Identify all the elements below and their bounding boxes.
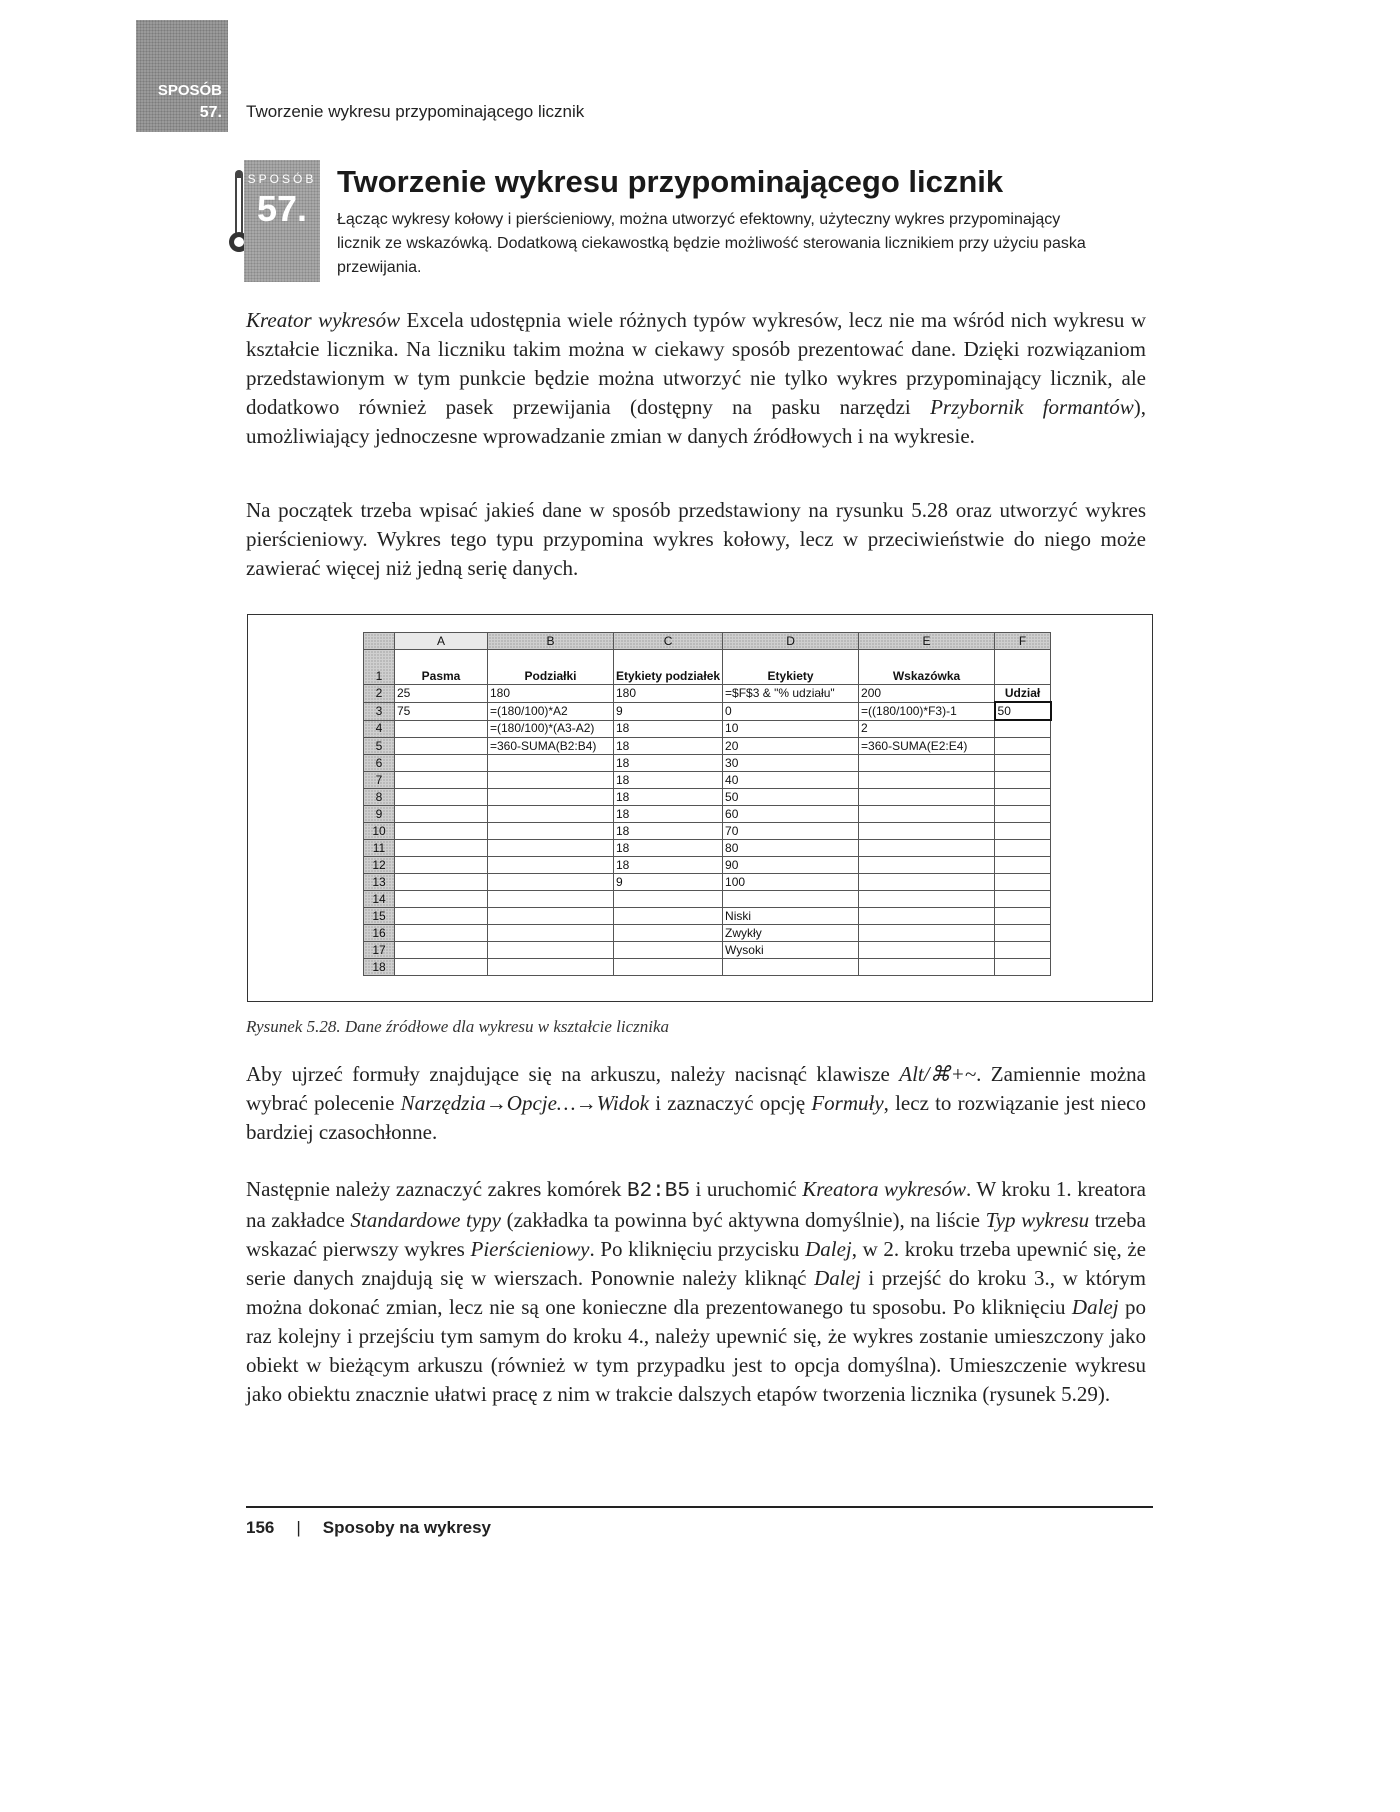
table-cell: =((180/100)*F3)-1 xyxy=(859,702,995,720)
row-header: 12 xyxy=(364,857,395,874)
text-italic: Dalej xyxy=(814,1266,861,1290)
text-run: i zaznaczyć opcję xyxy=(649,1091,812,1115)
row-header: 13 xyxy=(364,874,395,891)
table-cell: 18 xyxy=(614,857,723,874)
table-cell xyxy=(395,823,488,840)
table-cell: 200 xyxy=(859,685,995,703)
table-cell: 100 xyxy=(723,874,859,891)
table-row xyxy=(364,720,1051,738)
table-cell: Zwykły xyxy=(723,925,859,942)
table-cell xyxy=(395,925,488,942)
table-cell xyxy=(614,925,723,942)
paragraph-formulas xyxy=(246,1060,1146,1147)
table-cell xyxy=(488,959,614,976)
table-cell xyxy=(995,738,1051,755)
text-italic: Formuły xyxy=(811,1091,884,1115)
text-italic: Narzędzia→Opcje…→Widok xyxy=(400,1091,650,1115)
column-header-row xyxy=(364,633,1051,650)
column-header: B xyxy=(488,633,614,650)
text-run: , w 2. kroku trzeba upewnić się, że serie danych znajdują się w wierszach. Ponownie należy kliknąć xyxy=(246,1237,1146,1290)
table-cell xyxy=(995,959,1051,976)
text-italic: Kreatora wykresów xyxy=(802,1177,967,1201)
row-header: 6 xyxy=(364,755,395,772)
table-cell: Udział xyxy=(995,685,1051,703)
table-cell: 9 xyxy=(614,874,723,891)
row-header: 4 xyxy=(364,720,395,738)
table-cell xyxy=(488,908,614,925)
table-cell: 20 xyxy=(723,738,859,755)
text-run: . Po kliknięciu przycisku xyxy=(589,1237,806,1261)
text-run: trzeba wskazać pierwszy wykres xyxy=(246,1208,1146,1261)
table-cell xyxy=(859,942,995,959)
table-cell xyxy=(395,806,488,823)
table-cell xyxy=(995,650,1051,685)
table-cell xyxy=(488,772,614,789)
table-cell: 75 xyxy=(395,702,488,720)
table-cell xyxy=(859,806,995,823)
table-cell xyxy=(488,874,614,891)
table-cell xyxy=(995,840,1051,857)
text-italic: Pierścieniowy xyxy=(470,1237,590,1261)
figure-caption: Rysunek 5.28. Dane źródłowe dla wykresu w kształcie licznika xyxy=(246,1017,670,1036)
table-cell xyxy=(395,857,488,874)
text-italic: Standardowe typy xyxy=(350,1208,502,1232)
text-italic: Dalej xyxy=(805,1237,852,1261)
text-run: ), umożliwiający jednoczesne wprowadzanie zmian w danych źródłowych i na wykresie. xyxy=(246,395,1146,448)
table-cell: Etykiety podziałek xyxy=(614,650,723,685)
table-cell xyxy=(488,840,614,857)
table-cell: 18 xyxy=(614,789,723,806)
table-cell: 60 xyxy=(723,806,859,823)
table-row xyxy=(364,702,1051,720)
spreadsheet-body xyxy=(364,650,1051,976)
paragraph-chart-wizard xyxy=(246,1175,1146,1409)
row-header: 16 xyxy=(364,925,395,942)
table-row xyxy=(364,840,1051,857)
header-tab-label: SPOSÓB xyxy=(157,82,222,99)
footer-section: Sposoby na wykresy xyxy=(322,1518,491,1537)
paragraph-intro xyxy=(246,306,1146,451)
table-row xyxy=(364,789,1051,806)
table-cell xyxy=(488,755,614,772)
table-cell xyxy=(488,857,614,874)
table-cell: 2 xyxy=(859,720,995,738)
table-cell xyxy=(995,789,1051,806)
table-cell: =360-SUMA(E2:E4) xyxy=(859,738,995,755)
column-header: C xyxy=(614,633,723,650)
hack-title: Tworzenie wykresu przypominającego licznik xyxy=(337,164,1004,199)
table-cell xyxy=(395,908,488,925)
row-header: 17 xyxy=(364,942,395,959)
header-tab-number: 57. xyxy=(199,104,222,121)
row-header: 2 xyxy=(364,685,395,703)
table-cell: Wskazówka xyxy=(859,650,995,685)
table-cell xyxy=(395,772,488,789)
table-row xyxy=(364,942,1051,959)
table-row xyxy=(364,685,1051,703)
row-header: 9 xyxy=(364,806,395,823)
text-run: Aby ujrzeć formuły znajdujące się na arkuszu, należy nacisnąć klawisze xyxy=(246,1062,900,1086)
table-cell xyxy=(395,959,488,976)
footer-rule xyxy=(246,1506,1153,1508)
table-row xyxy=(364,650,1051,685)
row-header: 5 xyxy=(364,738,395,755)
column-header: A xyxy=(395,633,488,650)
table-cell xyxy=(995,720,1051,738)
running-title: Tworzenie wykresu przypominającego licznik xyxy=(246,102,585,121)
table-cell: Wysoki xyxy=(723,942,859,959)
table-cell xyxy=(859,789,995,806)
table-cell: Etykiety xyxy=(723,650,859,685)
table-row xyxy=(364,823,1051,840)
table-cell xyxy=(614,908,723,925)
table-cell xyxy=(488,942,614,959)
table-cell xyxy=(488,925,614,942)
column-header: E xyxy=(859,633,995,650)
table-cell: 40 xyxy=(723,772,859,789)
table-cell: 180 xyxy=(488,685,614,703)
table-cell xyxy=(995,925,1051,942)
row-header: 8 xyxy=(364,789,395,806)
table-cell xyxy=(488,806,614,823)
page-footer xyxy=(246,1518,491,1538)
table-cell xyxy=(995,806,1051,823)
table-cell: 18 xyxy=(614,806,723,823)
table-cell xyxy=(859,823,995,840)
table-cell xyxy=(859,959,995,976)
text-run: , lecz to rozwiązanie jest nieco bardziej czasochłonne. xyxy=(246,1091,1146,1144)
table-cell xyxy=(859,755,995,772)
table-cell xyxy=(995,857,1051,874)
text-run: po raz kolejny i przejściu tym samym do kroku 4., należy upewnić się, że wykres zostanie umieszczony jako obiekt w bieżącym arkuszu (również w tym przypadku jest to opcja domyślna). Umieszczenie wykresu jako obiektu znacznie ułatwi pracę z nim w trakcie dalszych etapów tworzenia licznika (rysunek 5.29). xyxy=(246,1295,1147,1406)
text-run: Następnie należy zaznaczyć zakres komórek xyxy=(246,1177,627,1201)
table-cell xyxy=(614,891,723,908)
text-code: B2:B5 xyxy=(626,1180,690,1203)
column-header: F xyxy=(995,633,1051,650)
hack-badge-label: SPOSÓB xyxy=(247,172,317,186)
text-italic: Alt/⌘+~ xyxy=(899,1062,977,1086)
footer-separator: | xyxy=(296,1518,301,1537)
table-cell: 18 xyxy=(614,772,723,789)
row-header: 7 xyxy=(364,772,395,789)
table-cell: 70 xyxy=(723,823,859,840)
table-cell xyxy=(995,942,1051,959)
table-cell xyxy=(995,908,1051,925)
table-cell xyxy=(995,755,1051,772)
table-cell: =(180/100)*A2 xyxy=(488,702,614,720)
table-row xyxy=(364,959,1051,976)
row-header: 15 xyxy=(364,908,395,925)
table-cell xyxy=(723,959,859,976)
table-cell xyxy=(995,891,1051,908)
table-cell xyxy=(995,874,1051,891)
table-cell: =360-SUMA(B2:B4) xyxy=(488,738,614,755)
table-cell: 18 xyxy=(614,755,723,772)
spreadsheet-table xyxy=(363,632,1052,976)
table-cell: Niski xyxy=(723,908,859,925)
table-cell xyxy=(859,874,995,891)
hack-badge xyxy=(244,160,320,282)
table-cell: 9 xyxy=(614,702,723,720)
text-italic: Typ wykresu xyxy=(985,1208,1090,1232)
row-header: 14 xyxy=(364,891,395,908)
table-cell: 90 xyxy=(723,857,859,874)
table-row xyxy=(364,908,1051,925)
table-cell xyxy=(859,891,995,908)
table-cell: Podziałki xyxy=(488,650,614,685)
table-cell xyxy=(995,772,1051,789)
table-cell xyxy=(859,925,995,942)
row-header: 1 xyxy=(364,650,395,685)
table-cell xyxy=(395,720,488,738)
table-cell xyxy=(395,755,488,772)
text-run: (zakładka ta powinna być aktywna domyślnie), na liście xyxy=(501,1208,986,1232)
row-header: 10 xyxy=(364,823,395,840)
table-cell xyxy=(395,942,488,959)
table-cell xyxy=(488,823,614,840)
table-cell xyxy=(488,789,614,806)
table-cell xyxy=(395,738,488,755)
table-cell: 50 xyxy=(995,702,1051,720)
table-cell: 18 xyxy=(614,823,723,840)
text-italic: Kreator wykresów xyxy=(246,308,401,332)
table-row xyxy=(364,755,1051,772)
table-cell xyxy=(395,840,488,857)
table-cell: Pasma xyxy=(395,650,488,685)
table-cell: 180 xyxy=(614,685,723,703)
table-cell xyxy=(723,891,859,908)
table-row xyxy=(364,806,1051,823)
text-italic: Przybornik formantów xyxy=(930,395,1134,419)
table-cell: 18 xyxy=(614,738,723,755)
text-run: i przejść do kroku 3., w którym można dokonać zmian, lecz nie są one konieczne dla prezentowanego tu sposobu. Po kliknięciu xyxy=(246,1266,1146,1319)
table-cell xyxy=(859,772,995,789)
table-cell xyxy=(859,908,995,925)
hack-lead: Łącząc wykresy kołowy i pierścieniowy, można utworzyć efektowny, użyteczny wykres przypominający licznik ze wskazówką. Dodatkową ciekawostką będzie możliwość sterowania licznikiem przy użyciu paska przewijania. xyxy=(337,211,1086,276)
table-cell: 25 xyxy=(395,685,488,703)
table-cell: 0 xyxy=(723,702,859,720)
table-cell: 18 xyxy=(614,840,723,857)
table-row xyxy=(364,925,1051,942)
table-cell xyxy=(395,789,488,806)
column-header: D xyxy=(723,633,859,650)
table-row xyxy=(364,738,1051,755)
table-cell xyxy=(859,857,995,874)
text-run: . Zamiennie można wybrać polecenie xyxy=(246,1062,1146,1115)
row-header: 3 xyxy=(364,702,395,720)
table-cell xyxy=(614,959,723,976)
text-run: Excela udostępnia wiele różnych typów wykresów, lecz nie ma wśród nich wykresu w kształcie licznika. Na liczniku takim można w ciekawy sposób prezentować dane. Dzięki rozwiązaniom przedstawionym w tym punkcie będzie można utworzyć nie tylko wykres przypominający licznik, ale dodatkowo również pasek przewijania (dostępny na pasku narzędzi xyxy=(246,308,1146,419)
table-row xyxy=(364,891,1051,908)
table-cell: 18 xyxy=(614,720,723,738)
table-cell: 80 xyxy=(723,840,859,857)
table-row xyxy=(364,857,1051,874)
row-header: 11 xyxy=(364,840,395,857)
hack-badge-number: 57. xyxy=(256,188,308,229)
text-run: . W kroku 1. kreatora na zakładce xyxy=(246,1177,1146,1232)
page-number: 156 xyxy=(246,1518,275,1537)
row-header: 18 xyxy=(364,959,395,976)
table-cell: 30 xyxy=(723,755,859,772)
table-cell xyxy=(395,874,488,891)
corner-cell xyxy=(364,633,395,650)
table-cell: =(180/100)*(A3-A2) xyxy=(488,720,614,738)
table-cell: 10 xyxy=(723,720,859,738)
table-row xyxy=(364,874,1051,891)
table-cell xyxy=(859,840,995,857)
table-cell xyxy=(995,823,1051,840)
table-row xyxy=(364,772,1051,789)
table-cell: =$F$3 & "% udziału" xyxy=(723,685,859,703)
table-cell: 50 xyxy=(723,789,859,806)
header-tab xyxy=(136,20,228,132)
text-run: i uruchomić xyxy=(689,1177,803,1201)
table-cell xyxy=(614,942,723,959)
table-cell xyxy=(488,891,614,908)
paragraph-data-entry: Na początek trzeba wpisać jakieś dane w sposób przedstawiony na rysunku 5.28 oraz utworzyć wykres pierścieniowy. Wykres tego typu przypomina wykres kołowy, lecz w przeciwieństwie do niego może zawierać więcej niż jedną serię danych. xyxy=(246,498,1146,580)
figure-frame xyxy=(247,614,1153,1002)
text-italic: Dalej xyxy=(1071,1295,1119,1319)
table-cell xyxy=(395,891,488,908)
